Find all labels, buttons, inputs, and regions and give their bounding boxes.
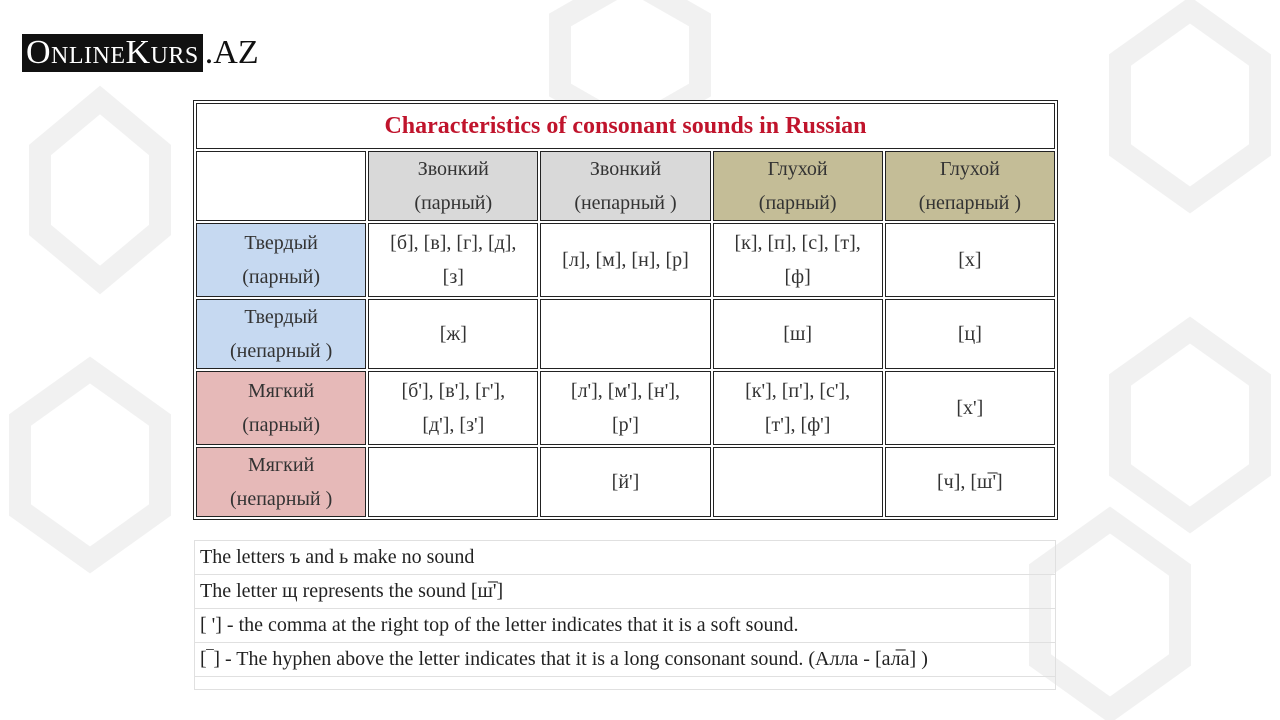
- cell-line: [р']: [612, 414, 639, 436]
- header-corner: [196, 151, 366, 221]
- header-line2: (парный): [758, 192, 837, 214]
- row-label-soft-unpaired: [196, 447, 366, 517]
- header-voiced-paired: [368, 151, 538, 221]
- header-line2: (непарный ): [918, 192, 1022, 214]
- table-row: [196, 299, 1055, 369]
- row-label-line1: Мягкий: [247, 380, 315, 402]
- header-voiced-unpaired: [540, 151, 710, 221]
- table-row: [196, 371, 1055, 445]
- table-cell: [885, 447, 1055, 517]
- note-item: The letters ъ and ь make no sound: [195, 541, 1056, 575]
- brand-suffix: .AZ: [204, 34, 259, 71]
- row-label-line2: (непарный ): [229, 488, 333, 510]
- table-cell: [713, 299, 883, 369]
- cell-line: [д'], [з']: [422, 414, 485, 436]
- cell-line: [ц]: [957, 323, 982, 345]
- row-label-hard-paired: [196, 223, 366, 297]
- header-line1: Глухой: [767, 158, 828, 180]
- note-item: [‾] - The hyphen above the letter indicates that it is a long consonant sound. (Алла - [ал̅а] ): [195, 643, 1056, 677]
- table-title: Characteristics of consonant sounds in Russian: [196, 103, 1055, 149]
- table-cell: [540, 447, 710, 517]
- table-cell: [540, 371, 710, 445]
- cell-line: [й']: [611, 471, 640, 493]
- header-line2: (непарный ): [574, 192, 677, 214]
- header-voiceless-unpaired: [885, 151, 1055, 221]
- table-cell: [885, 299, 1055, 369]
- header-voiceless-paired: [713, 151, 883, 221]
- table-cell: [713, 223, 883, 297]
- table-cell: [713, 447, 883, 517]
- row-label-line1: Мягкий: [247, 454, 315, 476]
- table-row: [196, 447, 1055, 517]
- table-cell: [368, 447, 538, 517]
- table-cell: [368, 371, 538, 445]
- cell-line: [ж]: [439, 323, 467, 345]
- table-cell: [540, 223, 710, 297]
- cell-line: [к], [п], [с], [т],: [734, 232, 861, 254]
- cell-line: [л], [м], [н], [р]: [562, 249, 689, 271]
- row-label-soft-paired: [196, 371, 366, 445]
- table-cell: [885, 371, 1055, 445]
- cell-line: [л'], [м'], [н'],: [570, 380, 681, 402]
- cell-line: [т'], [ф']: [764, 414, 831, 436]
- table-cell: [713, 371, 883, 445]
- row-label-hard-unpaired: [196, 299, 366, 369]
- header-line1: Глухой: [939, 158, 1000, 180]
- cell-line: [х']: [956, 397, 984, 419]
- brand-logo[interactable]: [22, 34, 259, 72]
- table-cell: [368, 299, 538, 369]
- header-line1: Звонкий: [417, 158, 489, 180]
- cell-line: [к'], [п'], [с'],: [745, 380, 851, 402]
- brand-name: OnlineKurs: [22, 34, 203, 72]
- note-item: [ '] - the comma at the right top of the letter indicates that it is a soft sound.: [195, 609, 1056, 643]
- row-label-line2: (парный): [242, 266, 320, 288]
- table-cell: [368, 223, 538, 297]
- cell-line: [ф]: [784, 266, 811, 288]
- cell-line: [ч], [ш̅']: [937, 471, 1003, 493]
- cell-line: [б], [в], [г], [д],: [390, 232, 517, 254]
- header-line1: Звонкий: [589, 158, 662, 180]
- header-line2: (парный): [414, 192, 493, 214]
- table-row: [196, 223, 1055, 297]
- consonant-table: [193, 100, 1058, 520]
- cell-line: [б'], [в'], [г'],: [401, 380, 506, 402]
- cell-line: [х]: [958, 249, 982, 271]
- note-item: The letter щ represents the sound [ш̅']: [195, 575, 1056, 609]
- cell-line: [з]: [442, 266, 464, 288]
- row-label-line1: Твердый: [244, 232, 318, 254]
- row-label-line1: Твердый: [244, 306, 318, 328]
- notes-list: [194, 540, 1056, 690]
- row-label-line2: (непарный ): [229, 340, 333, 362]
- cell-line: [ш]: [783, 323, 813, 345]
- table-cell: [540, 299, 710, 369]
- note-empty-row: [195, 677, 1056, 690]
- table-cell: [885, 223, 1055, 297]
- row-label-line2: (парный): [242, 414, 320, 436]
